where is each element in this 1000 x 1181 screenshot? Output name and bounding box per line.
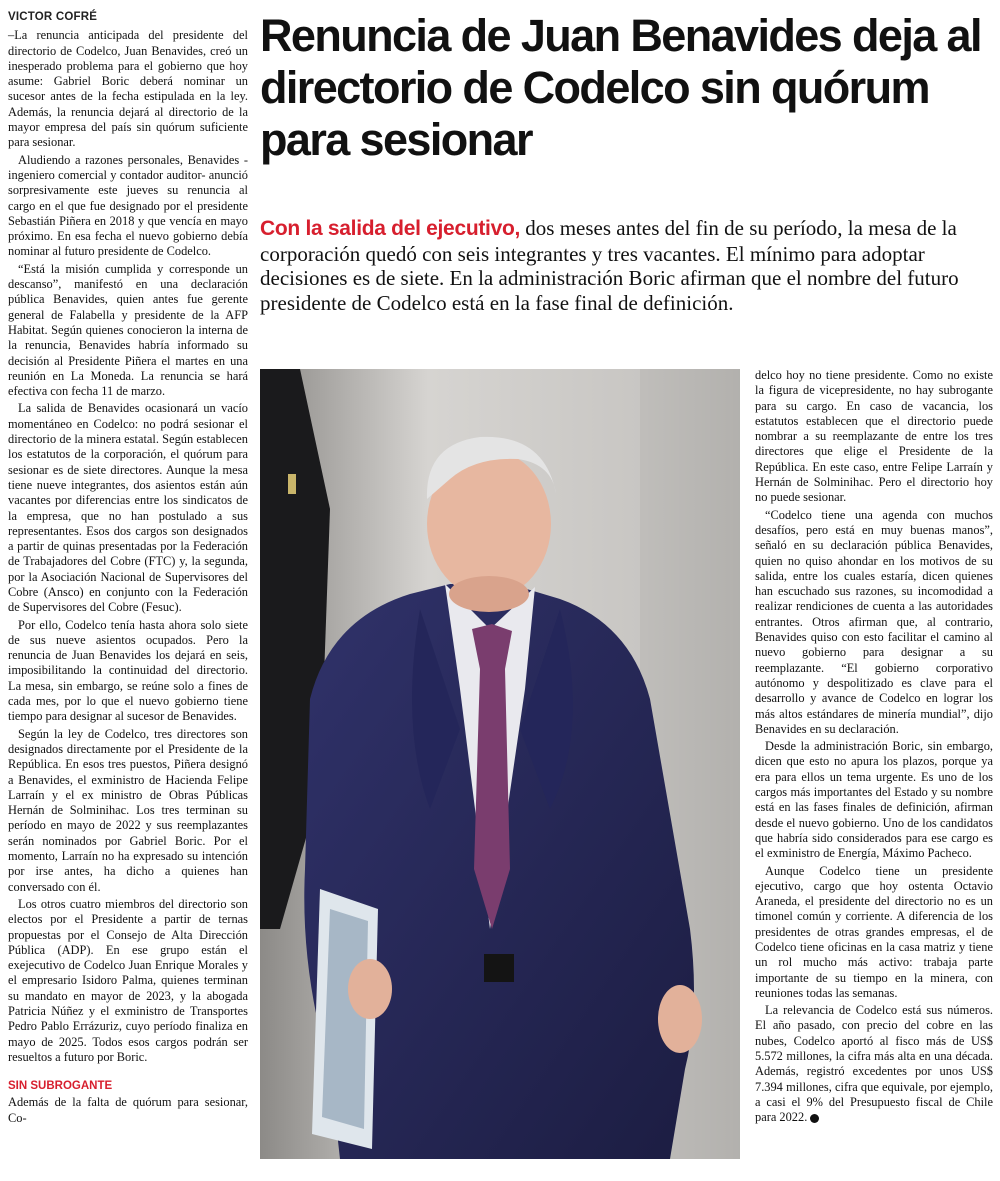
end-of-article-icon: P: [810, 1114, 819, 1123]
body-paragraph: La salida de Benavides ocasionará un vacío momentáneo en Codelco: no podrá sesionar el directorio de la minera estatal. Según establecen los estatutos de la corporación, el quórum para sesionar es de siete directores. Aunque la mesa tiene nueve integrantes, dos asientos están aún vacantes por diferencias entre los sindicatos de la empresa, que no han postulado a sus representantes. Esos dos cargos son designados a partir de quinas presentadas por la Federación de Trabajadores del Cobre (FTC) y, la segunda, por la Asociación Nacional de Supervisores del Cobre (Ansco) en conjunto con la Federación de Supervisores del Cobre (Fesuc).: [8, 401, 248, 615]
body-paragraph: Además de la falta de quórum para sesionar, Co-: [8, 1095, 248, 1125]
body-paragraph: Según la ley de Codelco, tres directores son designados directamente por el Presidente de la República. En esos tres puestos, Piñera designó a Benavides, el exministro de Hacienda Felipe Larraín y el ex ministro de Obras Públicas Hernán de Solminihac. Los tres terminan su período en mayo de 2022 y sus reemplazantes serán nominados por Gabriel Boric. Por el momento, Larraín no ha expresado su intención por irse antes, ha dicho a quienes han conversado con él.: [8, 726, 248, 894]
left-column: [8, 10, 248, 1128]
byline: VICTOR COFRÉ: [8, 11, 98, 23]
body-paragraph: Aunque Codelco tiene un presidente ejecutivo, cargo que hoy ostenta Octavio Araneda, el presidente del directorio no es un timonel común y corriente. A diferencia de los presidentes de otras grandes empresas, el de Codelco tiene oficinas en la casa matriz y tiene un rol mucho más activo: trabaja parte importante de su tiempo en la minera, con reuniones todas las semanas.: [755, 863, 993, 1000]
photo-illustration: [260, 369, 740, 1159]
body-paragraph: delco hoy no tiene presidente. Como no existe la figura de vicepresidente, no hay subrogante para su cargo. En caso de vacancia, los estatutos establecen que el directorio puede nombrar a su reemplazante de entre los tres directores que elige el Presidente de la República. En este caso, entre Felipe Larraín y Hernán de Solminihac. Pero el directorio hoy no puede sesionar.: [755, 368, 993, 505]
body-paragraph: Por ello, Codelco tenía hasta ahora solo siete de sus nueve asientos ocupados. Pero la renuncia de Juan Benavides los dejará en seis, imposibilitando la continuidad del directorio. La mesa, sin embargo, se reúne solo a fines de cada mes, por lo que el nuevo gobierno tiene tiempo para designar al sucesor de Benavides.: [8, 617, 248, 724]
body-paragraph-text: La relevancia de Codelco está sus números. El año pasado, con precio del cobre en las nubes, Codelco aportó al fisco más de US$ 5.572 millones, la cifra más alta en una década. Además, registró excedentes por unos US$ 7.394 millones, cifra que equivale, por ejemplo, a casi el 9% del Presupuesto fiscal de Chile para 2022.: [755, 1003, 993, 1125]
body-paragraph: Los otros cuatro miembros del directorio son electos por el Presidente a partir de ternas propuestas por el Consejo de Alta Dirección Pública (ADP). En ese grupo están el exejecutivo de Codelco Juan Enrique Morales y el empresario Isidoro Palma, quienes terminan su mandato en mayor de 2023, y la abogada Patricia Núñez y el exministro de Transportes Pedro Pablo Errázuriz, cuyo período finaliza en mayo de 2025. Todos esos cargos podrán ser resueltos a futuro por Boric.: [8, 896, 248, 1064]
section-subhead: SIN SUBROGANTE: [8, 1080, 113, 1093]
body-paragraph: [755, 1003, 993, 1125]
body-paragraph: “Codelco tiene una agenda con muchos desafíos, pero está en muy buenas manos”, señaló en su declaración pública Benavides, quien no quiso ahondar en los motivos de su salida, entre los cuales estaría, dicen quienes han escuchado sus razones, su incomodidad a realizar rendiciones de cuenta a las autoridades entrantes. Otros afirman que, al contrario, Benavides quiso con esto facilitar el camino al nuevo gobierno para designar a su reemplazante. “El gobierno corporativo autónomo y despolitizado es clave para el desarrollo y avance de Codelco en lograr los más altos estándares de minería mundial”, dijo Benavides en su declaración.: [755, 507, 993, 736]
body-paragraph: “Está la misión cumplida y corresponde un descanso”, manifestó en una declaración pública Benavides, quien antes fue gerente general de Falabella y presidente de la AFP Habitat. Según quienes conocieron la interna de la renuncia, Benavides habría informado su decisión al Presidente Piñera el martes en una reunión en La Moneda. La renuncia se hará efectiva con fecha 11 de marzo.: [8, 261, 248, 399]
deck: [260, 216, 995, 315]
body-paragraph: Desde la administración Boric, sin embargo, dicen que esto no apura los plazos, porque ya era para ellos un tema urgente. Es uno de los cargos más importantes del Estado y su nombre está en las fases finales de definición, afirman desde el nuevo gobierno. Uno de los candidatos que habría sido considerados para ese cargo es el exministro de Energía, Máximo Pacheco.: [755, 739, 993, 861]
right-column: [755, 368, 993, 1128]
body-paragraph: –La renuncia anticipada del presidente del directorio de Codelco, Juan Benavides, creó un inesperado problema para el gobierno que hoy asume: Gabriel Boric deberá nominar un sucesor antes de la fecha estipulada en la ley. Además, la renuncia dejará al directorio de la mayor empresa del país sin quórum suficiente para sesionar.: [8, 28, 248, 150]
headline: Renuncia de Juan Benavides deja al directorio de Codelco sin quórum para sesionar: [260, 10, 981, 165]
deck-text: dos meses antes del fin de su período, la mesa de la corporación quedó con seis integrantes y tres vacantes. El mínimo para adoptar decisiones es de siete. En la administración Boric afirman que el nombre del futuro presidente de Codelco está en la fase final de definición.: [260, 216, 959, 315]
article-photo: [260, 369, 740, 1159]
body-paragraph: Aludiendo a razones personales, Benavides -ingeniero comercial y contador auditor- anunció sorpresivamente este jueves su renuncia al cargo en el que fue designado por el presidente Sebastián Piñera en 2018 y que vencía en mayo próximo. En esa fecha el nuevo gobierno debía nominar al futuro presidente de Codelco.: [8, 152, 248, 259]
deck-lead: Con la salida del ejecutivo,: [260, 217, 521, 240]
